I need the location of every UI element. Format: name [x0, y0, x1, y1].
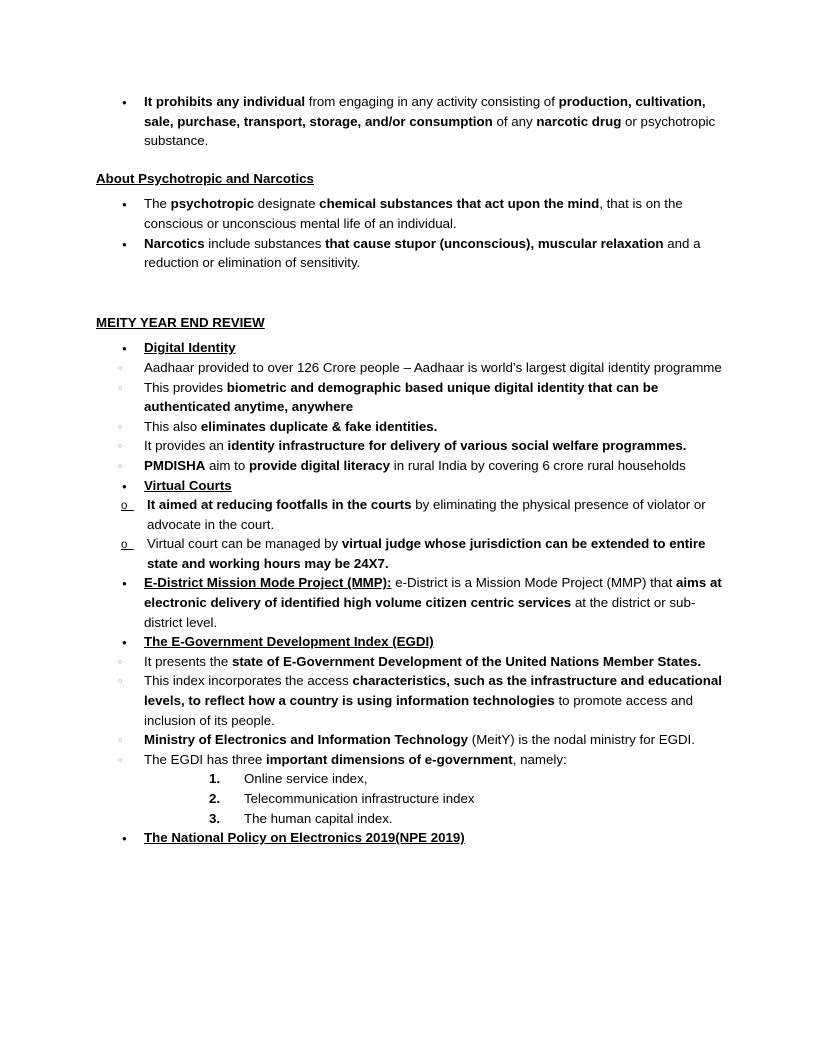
- list-item: [96, 417, 732, 437]
- list-item: [96, 378, 732, 417]
- topic-title-edistrict: E-District Mission Mode Project (MMP):: [144, 575, 392, 591]
- text-regular: or psychotropic substance.: [144, 113, 716, 149]
- meity-topic-list: [96, 338, 732, 358]
- text-bold: narcotic drug: [536, 113, 622, 129]
- text-regular: to promote access and inclusion of its people.: [144, 693, 694, 728]
- text-regular: It provides an: [144, 438, 228, 454]
- virtual-courts-sublist: [96, 495, 732, 573]
- text-regular: This index incorporates the access: [144, 673, 353, 689]
- text-bold: Ministry of Electronics and Information Technology: [144, 732, 469, 748]
- topic-title-digital-identity: Digital Identity: [144, 340, 236, 356]
- sub-item-text: [147, 497, 706, 532]
- sub-item-text: [147, 536, 705, 571]
- text-bold: biometric and demographic based unique digital identity that can be authenticated anytime, anywhere: [144, 379, 659, 415]
- section-heading-meity: MEITY YEAR END REVIEW: [96, 314, 265, 330]
- text-regular: and a reduction or elimination of sensitivity.: [144, 235, 701, 271]
- topic-title-egdi: The E-Government Development Index (EGDI): [144, 634, 434, 650]
- list-item: [96, 828, 732, 848]
- text-regular: (MeitY) is the nodal ministry for EGDI.: [468, 732, 695, 748]
- list-item: [96, 495, 732, 534]
- about-bullet-list: [96, 194, 732, 272]
- text-bold: eliminates duplicate & fake identities.: [200, 418, 438, 434]
- topic-title-npe: The National Policy on Electronics 2019(NPE 2019): [144, 830, 465, 846]
- section-heading-meity-wrap: [96, 313, 732, 333]
- section-heading-about-wrap: [96, 169, 732, 189]
- list-item: [96, 456, 732, 476]
- text-regular: e-District is a Mission Mode Project (MMP) that: [391, 575, 676, 591]
- document-body: [96, 92, 732, 848]
- text-bold: It prohibits: [144, 94, 213, 109]
- sub-item-text: [144, 752, 567, 767]
- egdi-dimensions-list: [96, 769, 732, 828]
- disc-bullet-icon: [122, 476, 136, 498]
- disc-bullet-icon: [122, 234, 136, 256]
- about-bullet-2-text: [144, 236, 701, 271]
- list-item: [96, 358, 732, 378]
- text-regular: It presents the: [144, 653, 232, 669]
- list-item: [96, 194, 732, 233]
- text-bold: that cause stupor (unconscious), muscular relaxation: [325, 235, 664, 251]
- ordered-marker: 3.: [209, 810, 221, 826]
- disc-bullet-icon: [122, 573, 136, 595]
- sub-item-text: [144, 360, 722, 375]
- egdi-sublist: [96, 652, 732, 770]
- text-bold: reducing footfalls in the courts: [216, 497, 412, 513]
- text-regular: Aadhaar provided to over 126 Crore people – Aadhaar is world’s largest digital identity programme: [144, 359, 722, 375]
- meity-topic-list-5: [96, 828, 732, 848]
- text-bold: virtual judge whose jurisdiction can be extended to entire state and working hours may be 24X7.: [147, 536, 706, 571]
- text-regular: in rural India by covering 6 crore rural households: [390, 457, 686, 473]
- digital-identity-sublist: [96, 358, 732, 476]
- text-regular: This also: [144, 418, 201, 434]
- list-item: [96, 652, 732, 672]
- underlined-o-bullet-icon: [121, 495, 134, 517]
- text-regular: Virtual court can be managed by: [147, 536, 342, 552]
- sub-item-text: [144, 673, 722, 727]
- list-item: [96, 769, 732, 789]
- text-regular: This provides: [144, 379, 227, 395]
- sub-item-text: [144, 419, 437, 434]
- text-bold: characteristics, such as the infrastructure and educational levels, to reflect how a country is using information technologies: [144, 673, 722, 709]
- text-bold: identity infrastructure for delivery of various social welfare programmes.: [227, 438, 687, 454]
- intro-bullet-text: [144, 94, 715, 148]
- circle-bullet-icon: [118, 671, 122, 694]
- sub-item-text: [144, 654, 701, 669]
- text-bold: any individual: [212, 94, 309, 109]
- ordered-marker: 1.: [209, 771, 221, 787]
- dimension-label: The human capital index.: [244, 810, 393, 826]
- topic-title-virtual-courts: Virtual Courts: [144, 477, 232, 493]
- text-bold: psychotropic: [170, 196, 255, 212]
- text-regular: The EGDI has three: [144, 751, 266, 767]
- list-item: [96, 534, 732, 573]
- meity-topic-list-4: [96, 632, 732, 652]
- text-regular: aim to: [205, 457, 249, 473]
- spacer: [96, 151, 732, 169]
- text-regular: include substances: [204, 235, 326, 251]
- list-item: [96, 234, 732, 273]
- text-regular: by eliminating the physical presence of violator or advocate in the court.: [147, 497, 706, 532]
- text-bold: important dimensions of e-government: [265, 751, 513, 767]
- text-bold: chemical substances that act upon the mind: [319, 196, 600, 212]
- circle-bullet-icon: [118, 378, 122, 401]
- dimension-label: Telecommunication infrastructure index: [244, 791, 475, 806]
- list-item: [96, 436, 732, 456]
- list-item: [96, 750, 732, 770]
- disc-bullet-icon: [122, 828, 136, 850]
- text-bold: PMDISHA: [144, 457, 206, 473]
- underlined-o-bullet-icon: [121, 534, 134, 556]
- text-bold: It aimed at: [147, 497, 217, 513]
- text-bold: state of E-Government Development of the United Nations Member States.: [231, 653, 702, 669]
- sub-item-text: [144, 732, 695, 747]
- disc-bullet-icon: [122, 338, 136, 360]
- list-item: [96, 476, 732, 496]
- list-item: [96, 92, 732, 151]
- text-bold: Narcotics: [144, 235, 205, 251]
- disc-bullet-icon: [122, 194, 136, 216]
- ordered-marker: 2.: [209, 791, 221, 806]
- list-item: [96, 671, 732, 730]
- sub-item-text: [144, 438, 686, 453]
- text-regular: from engaging in any activity consisting of: [308, 94, 559, 109]
- sub-item-text: [144, 380, 658, 415]
- list-item: [96, 632, 732, 652]
- sub-item-text: [144, 458, 686, 473]
- text-regular: , namely:: [512, 751, 567, 767]
- text-regular: The: [144, 196, 171, 212]
- disc-bullet-icon: [122, 92, 136, 114]
- spacer: [96, 273, 732, 313]
- list-item: [96, 730, 732, 750]
- dimension-label: Online service index,: [244, 771, 368, 787]
- about-bullet-1-text: [144, 196, 683, 231]
- disc-bullet-icon: [122, 632, 136, 654]
- meity-topic-list-2: [96, 476, 732, 496]
- list-item: [96, 338, 732, 358]
- text-bold: provide digital literacy: [248, 457, 391, 473]
- list-item: [96, 809, 732, 829]
- edistrict-text: [144, 575, 722, 629]
- meity-topic-list-3: [96, 573, 732, 632]
- text-regular: designate: [254, 196, 320, 212]
- list-item: [96, 789, 732, 809]
- text-regular: at the district or sub-district level.: [144, 595, 696, 630]
- section-heading-about: About Psychotropic and Narcotics: [96, 170, 314, 186]
- intro-bullet-list: [96, 92, 732, 151]
- text-regular: , that is on the conscious or unconscious mental life of an individual.: [144, 196, 683, 231]
- list-item: [96, 573, 732, 632]
- text-bold: aims at electronic delivery of identified high volume citizen centric services: [144, 575, 722, 611]
- text-regular: of any: [492, 113, 537, 129]
- text-bold: production, cultivation, sale, purchase, transport, storage, and/or consumption: [144, 94, 706, 129]
